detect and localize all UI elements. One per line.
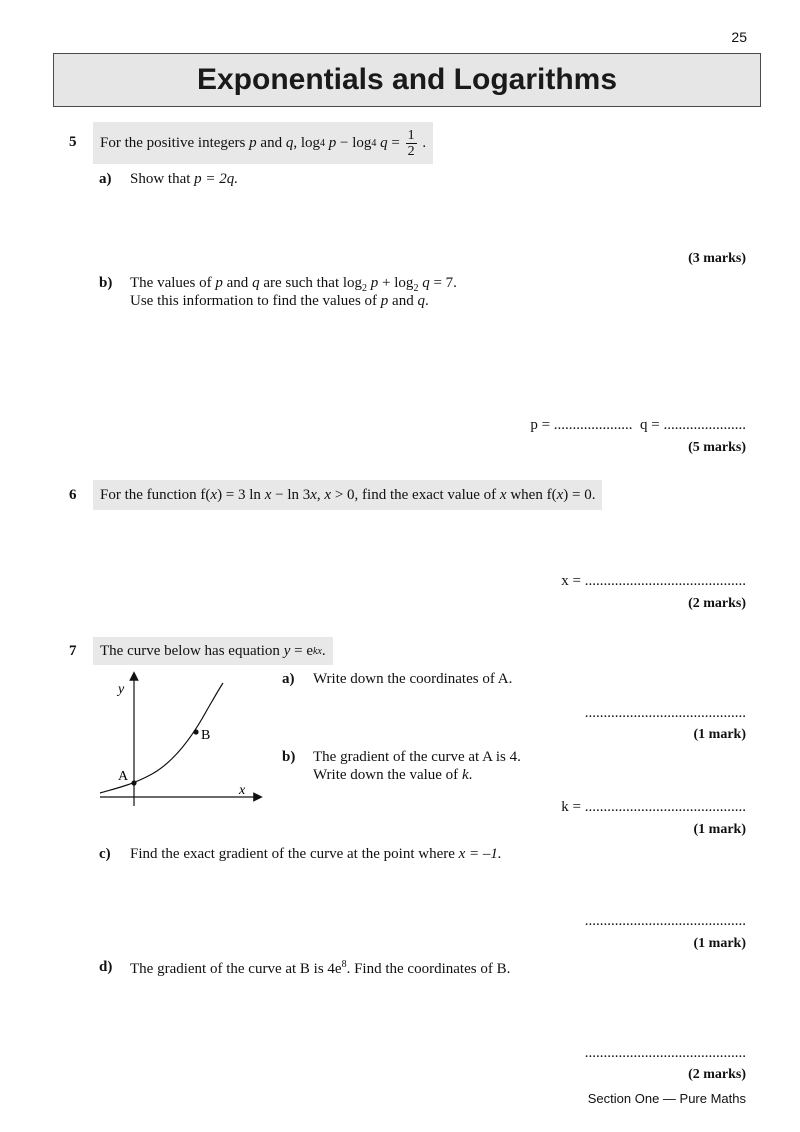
question-7-stem: The curve below has equation y = e kx .	[93, 637, 333, 665]
answer-q[interactable]: q = ......................	[640, 417, 746, 433]
question-5-stem: For the positive integers p and q , log 4 p − log 4 q = $\frac{1}{2}$ .	[93, 122, 433, 164]
q7-part-a-text: Write down the coordinates of A.	[313, 671, 513, 687]
q5-part-b-marks: (5 marks)	[688, 440, 746, 455]
page-number: 25	[731, 29, 747, 45]
graph-point-b-label: B	[201, 728, 211, 743]
q5-part-b-line1: The values of p and q are such that $\log_2 p + \log_2 q = 7$.	[130, 275, 457, 294]
graph-y-label: y	[118, 682, 125, 697]
q7-part-b-label: b)	[282, 749, 296, 765]
question-5-number: 5	[69, 134, 77, 150]
q7-part-d-text: The gradient of the curve at B is $4e^8$. Find the coordinates of B.	[130, 959, 511, 977]
q7-part-c-text: Find the exact gradient of the curve at the point where x = –1.	[130, 846, 502, 862]
q6-answer-line[interactable]: x = ...........................................	[561, 573, 746, 589]
question-6-number: 6	[69, 487, 77, 503]
fraction-one-half: $\frac{1}{2}$	[407, 127, 415, 159]
q7-part-c-marks: (1 mark)	[693, 936, 746, 951]
q5-part-b-label: b)	[99, 275, 113, 291]
point-b-marker	[193, 729, 198, 734]
q5-part-b-line2: Use this information to find the values of p and q.	[130, 293, 429, 309]
q7-part-c-answer-line[interactable]: ...........................................	[584, 913, 746, 929]
title-banner	[53, 53, 761, 107]
q7-part-a-answer-line[interactable]: ...........................................	[584, 705, 746, 721]
point-a-marker	[131, 780, 136, 785]
page-title: Exponentials and Logarithms	[196, 63, 618, 96]
exponential-curve-graph	[92, 670, 264, 810]
q7-part-b-line1: The gradient of the curve at A is 4.	[313, 749, 521, 765]
q5-part-b-answer-line[interactable]	[530, 417, 746, 434]
question-7-number: 7	[69, 643, 77, 659]
question-6-stem: For the function f( x ) = 3 ln x − ln 3 x , x > 0, find the exact value of x when f( x ) = 0.	[93, 480, 602, 510]
q7-part-b-line2: Write down the value of k.	[313, 767, 473, 783]
q5-part-a-text: Show that p = 2q.	[130, 171, 239, 187]
q7-part-c-label: c)	[99, 846, 111, 862]
q7-part-b-marks: (1 mark)	[693, 822, 746, 837]
q7-part-d-label: d)	[99, 959, 113, 975]
q5-part-a-label: a)	[99, 171, 112, 187]
q7-part-a-label: a)	[282, 671, 295, 687]
page-footer: Section One — Pure Maths	[587, 1091, 746, 1106]
q7-part-a-marks: (1 mark)	[693, 727, 746, 742]
q5-part-a-marks: (3 marks)	[688, 251, 746, 266]
answer-p[interactable]: p = .....................	[530, 417, 633, 433]
q7-part-d-marks: (2 marks)	[688, 1067, 746, 1082]
q6-marks: (2 marks)	[688, 596, 746, 611]
q7-part-d-answer-line[interactable]: ...........................................	[584, 1045, 746, 1061]
graph-point-a-label: A	[118, 769, 129, 784]
q7-part-b-answer-line[interactable]: k = ...........................................	[561, 799, 746, 815]
graph-x-label: x	[239, 783, 246, 798]
